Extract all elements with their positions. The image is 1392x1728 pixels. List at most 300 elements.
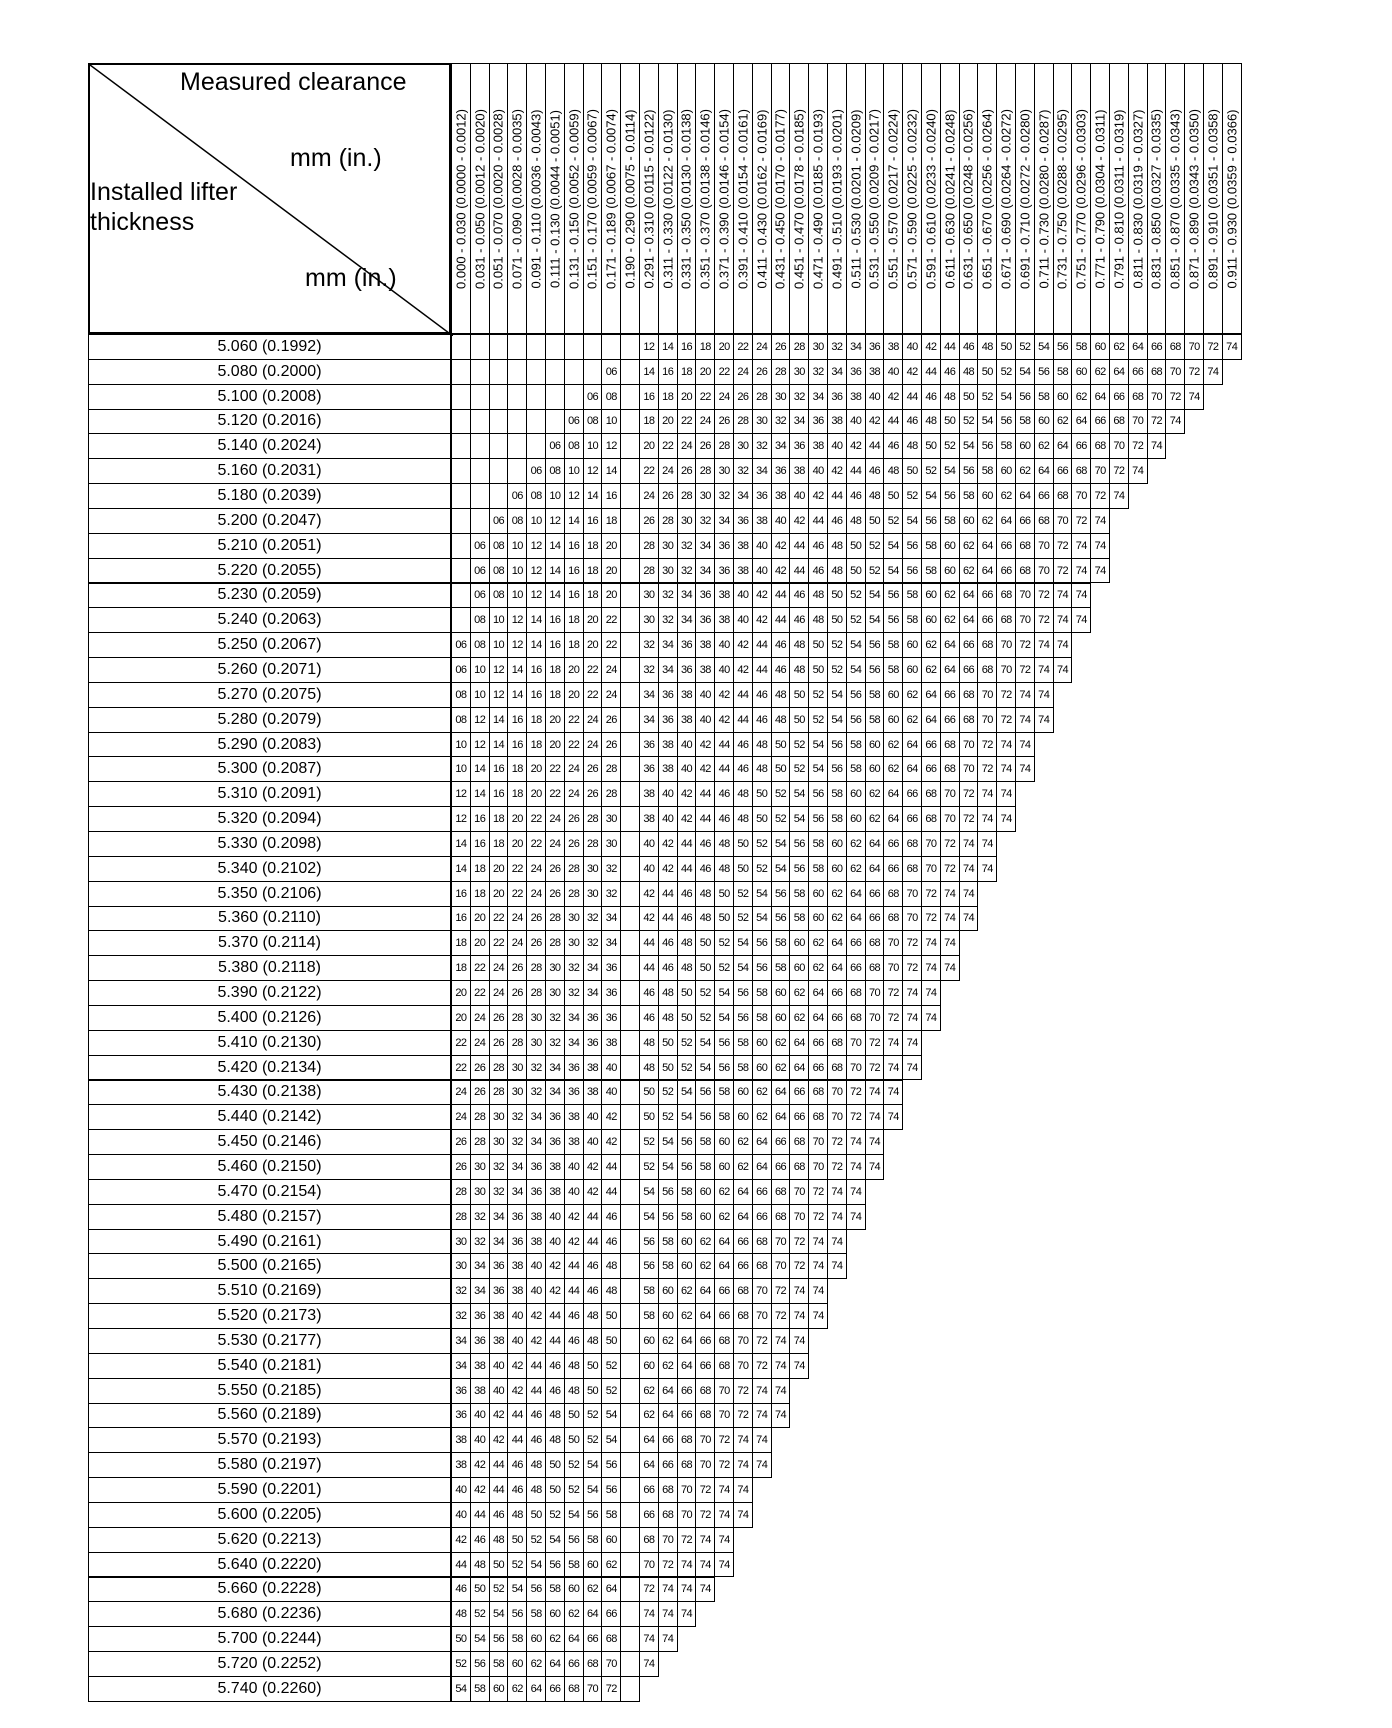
lifter-size-cell: 66 bbox=[1109, 384, 1129, 410]
lifter-size-cell: 44 bbox=[808, 508, 828, 534]
lifter-size-cell: 66 bbox=[827, 1005, 847, 1031]
lifter-size-cell: 64 bbox=[733, 1179, 753, 1205]
lifter-size-cell: 66 bbox=[658, 1427, 678, 1453]
lifter-size-cell: 28 bbox=[771, 359, 791, 385]
lifter-size-cell: 38 bbox=[470, 1378, 490, 1404]
lifter-size-cell: 62 bbox=[789, 980, 809, 1006]
lifter-size-cell: 50 bbox=[545, 1477, 565, 1503]
lifter-size-cell: 24 bbox=[489, 955, 509, 981]
lifter-size-cell bbox=[451, 558, 471, 584]
lifter-size-cell: 30 bbox=[507, 1055, 527, 1081]
lifter-size-cell bbox=[489, 334, 509, 360]
lifter-size-cell: 58 bbox=[808, 856, 828, 882]
lifter-size-cell: 60 bbox=[1034, 409, 1054, 435]
lifter-size-cell bbox=[620, 1427, 640, 1453]
lifter-size-cell: 56 bbox=[921, 508, 941, 534]
lifter-size-cell: 24 bbox=[526, 881, 546, 907]
lifter-size-cell: 38 bbox=[451, 1427, 471, 1453]
lifter-size-cell: 48 bbox=[808, 607, 828, 633]
lifter-size-cell: 68 bbox=[789, 1129, 809, 1155]
lifter-size-cell: 22 bbox=[601, 632, 621, 658]
lifter-size-cell: 68 bbox=[1034, 508, 1054, 534]
lifter-size-cell: 52 bbox=[677, 1055, 697, 1081]
clearance-column-header bbox=[827, 63, 847, 334]
lifter-size-cell: 54 bbox=[977, 409, 997, 435]
lifter-size-cell: 12 bbox=[526, 558, 546, 584]
lifter-thickness-label: 5.080 (0.2000) bbox=[88, 359, 451, 385]
lifter-size-cell bbox=[489, 458, 509, 484]
lifter-size-cell: 22 bbox=[583, 682, 603, 708]
clearance-range-text: 0.651 - 0.670 (0.0256 - 0.0264) bbox=[979, 108, 995, 289]
lifter-size-cell: 74 bbox=[789, 1278, 809, 1304]
lifter-size-cell: 34 bbox=[545, 1055, 565, 1081]
lifter-size-cell: 74 bbox=[733, 1502, 753, 1528]
lifter-size-cell: 66 bbox=[921, 732, 941, 758]
lifter-size-cell: 54 bbox=[1015, 359, 1035, 385]
lifter-size-cell: 38 bbox=[714, 607, 734, 633]
lifter-size-cell: 58 bbox=[846, 756, 866, 782]
lifter-size-cell: 48 bbox=[714, 831, 734, 857]
lifter-size-cell: 14 bbox=[545, 583, 565, 609]
lifter-size-cell bbox=[620, 1527, 640, 1553]
lifter-size-cell: 56 bbox=[601, 1452, 621, 1478]
lifter-size-cell: 34 bbox=[677, 607, 697, 633]
lifter-size-cell bbox=[620, 781, 640, 807]
lifter-thickness-label: 5.280 (0.2079) bbox=[88, 707, 451, 733]
lifter-size-cell: 60 bbox=[827, 831, 847, 857]
lifter-size-cell: 20 bbox=[677, 384, 697, 410]
lifter-size-cell: 72 bbox=[1165, 384, 1185, 410]
clearance-column-header bbox=[1109, 63, 1129, 334]
lifter-size-cell: 48 bbox=[827, 533, 847, 559]
lifter-size-cell: 50 bbox=[846, 533, 866, 559]
lifter-size-cell: 20 bbox=[714, 334, 734, 360]
lifter-size-cell: 10 bbox=[470, 657, 490, 683]
lifter-size-cell: 58 bbox=[940, 508, 960, 534]
lifter-size-cell bbox=[620, 1577, 640, 1603]
lifter-size-cell: 52 bbox=[564, 1452, 584, 1478]
lifter-size-cell: 06 bbox=[451, 657, 471, 683]
lifter-size-cell: 40 bbox=[752, 558, 772, 584]
lifter-size-cell: 20 bbox=[564, 682, 584, 708]
lifter-size-cell: 74 bbox=[846, 1154, 866, 1180]
lifter-size-cell: 58 bbox=[733, 1030, 753, 1056]
lifter-size-cell: 60 bbox=[507, 1651, 527, 1677]
lifter-size-cell: 38 bbox=[808, 433, 828, 459]
lifter-size-cell: 36 bbox=[733, 508, 753, 534]
lifter-size-cell: 62 bbox=[1034, 433, 1054, 459]
lifter-size-cell: 36 bbox=[507, 1204, 527, 1230]
lifter-size-cell: 46 bbox=[677, 906, 697, 932]
lifter-size-cell: 74 bbox=[902, 1005, 922, 1031]
lifter-size-cell: 32 bbox=[601, 881, 621, 907]
lifter-size-cell: 66 bbox=[733, 1253, 753, 1279]
lifter-size-cell: 54 bbox=[846, 657, 866, 683]
lifter-size-cell bbox=[489, 384, 509, 410]
lifter-size-cell: 12 bbox=[639, 334, 659, 360]
lifter-size-cell: 64 bbox=[883, 781, 903, 807]
lifter-size-cell: 38 bbox=[526, 1229, 546, 1255]
clearance-range-text: 0.411 - 0.430 (0.0162 - 0.0169) bbox=[754, 109, 770, 288]
lifter-size-cell: 12 bbox=[507, 632, 527, 658]
lifter-size-cell: 48 bbox=[507, 1502, 527, 1528]
lifter-size-cell: 70 bbox=[959, 732, 979, 758]
lifter-size-cell: 68 bbox=[846, 980, 866, 1006]
lifter-size-cell bbox=[620, 756, 640, 782]
lifter-size-cell: 70 bbox=[865, 1005, 885, 1031]
lifter-size-cell: 72 bbox=[677, 1527, 697, 1553]
lifter-size-cell bbox=[451, 458, 471, 484]
lifter-size-cell: 20 bbox=[583, 607, 603, 633]
lifter-size-cell: 50 bbox=[808, 632, 828, 658]
lifter-size-cell: 56 bbox=[695, 1104, 715, 1130]
clearance-column-header bbox=[1222, 63, 1242, 334]
lifter-size-cell: 62 bbox=[921, 657, 941, 683]
lifter-size-cell: 60 bbox=[771, 1005, 791, 1031]
lifter-size-cell: 24 bbox=[601, 682, 621, 708]
lifter-size-cell: 10 bbox=[470, 682, 490, 708]
lifter-size-cell: 72 bbox=[639, 1577, 659, 1603]
lifter-thickness-label: 5.740 (0.2260) bbox=[88, 1676, 451, 1702]
lifter-size-cell: 60 bbox=[752, 1055, 772, 1081]
lifter-size-cell: 16 bbox=[470, 831, 490, 857]
lifter-size-cell: 54 bbox=[752, 881, 772, 907]
lifter-size-cell: 50 bbox=[827, 583, 847, 609]
lifter-size-cell: 62 bbox=[1053, 409, 1073, 435]
lifter-size-cell: 38 bbox=[789, 458, 809, 484]
lifter-size-cell: 54 bbox=[789, 806, 809, 832]
lifter-size-cell: 10 bbox=[564, 458, 584, 484]
lifter-size-cell: 38 bbox=[470, 1353, 490, 1379]
lifter-size-cell: 34 bbox=[733, 483, 753, 509]
lifter-size-cell: 18 bbox=[507, 756, 527, 782]
lifter-size-cell: 28 bbox=[526, 980, 546, 1006]
lifter-thickness-label: 5.490 (0.2161) bbox=[88, 1229, 451, 1255]
lifter-size-cell: 56 bbox=[545, 1552, 565, 1578]
lifter-size-cell: 66 bbox=[902, 806, 922, 832]
lifter-size-cell: 72 bbox=[771, 1278, 791, 1304]
lifter-size-cell: 42 bbox=[677, 781, 697, 807]
lifter-size-cell: 74 bbox=[733, 1452, 753, 1478]
lifter-size-cell: 58 bbox=[658, 1229, 678, 1255]
lifter-size-cell: 36 bbox=[583, 1030, 603, 1056]
lifter-size-cell: 56 bbox=[1034, 359, 1054, 385]
lifter-size-cell: 58 bbox=[564, 1552, 584, 1578]
lifter-size-cell: 30 bbox=[752, 409, 772, 435]
lifter-size-cell: 50 bbox=[771, 732, 791, 758]
lifter-size-cell: 32 bbox=[526, 1055, 546, 1081]
lifter-size-cell: 14 bbox=[451, 856, 471, 882]
lifter-size-cell: 58 bbox=[789, 906, 809, 932]
lifter-size-cell: 58 bbox=[846, 732, 866, 758]
lifter-size-cell: 72 bbox=[1015, 632, 1035, 658]
lifter-size-cell: 38 bbox=[545, 1179, 565, 1205]
clearance-column-header bbox=[583, 63, 603, 334]
lifter-size-cell: 68 bbox=[940, 732, 960, 758]
lifter-size-cell: 74 bbox=[752, 1378, 772, 1404]
lifter-size-cell: 70 bbox=[1053, 508, 1073, 534]
lifter-size-cell: 62 bbox=[733, 1129, 753, 1155]
lifter-size-cell: 30 bbox=[733, 433, 753, 459]
lifter-size-cell: 16 bbox=[489, 756, 509, 782]
lifter-size-cell: 46 bbox=[677, 881, 697, 907]
lifter-size-cell bbox=[620, 1552, 640, 1578]
lifter-size-cell: 70 bbox=[846, 1030, 866, 1056]
lifter-size-cell: 24 bbox=[601, 657, 621, 683]
lifter-thickness-label: 5.500 (0.2165) bbox=[88, 1253, 451, 1279]
lifter-size-cell: 66 bbox=[639, 1477, 659, 1503]
lifter-size-cell: 72 bbox=[921, 881, 941, 907]
lifter-size-cell: 50 bbox=[752, 781, 772, 807]
lifter-size-cell: 66 bbox=[714, 1278, 734, 1304]
lifter-size-cell: 30 bbox=[714, 458, 734, 484]
lifter-size-cell: 48 bbox=[883, 458, 903, 484]
lifter-size-cell: 36 bbox=[827, 384, 847, 410]
lifter-size-cell: 68 bbox=[1015, 533, 1035, 559]
lifter-size-cell: 66 bbox=[1071, 433, 1091, 459]
lifter-size-cell bbox=[620, 1204, 640, 1230]
lifter-size-cell: 62 bbox=[977, 508, 997, 534]
clearance-column-header bbox=[1053, 63, 1073, 334]
lifter-size-cell: 14 bbox=[470, 781, 490, 807]
lifter-size-cell: 36 bbox=[677, 632, 697, 658]
lifter-size-cell: 44 bbox=[470, 1502, 490, 1528]
lifter-size-cell: 50 bbox=[583, 1353, 603, 1379]
lifter-size-cell: 44 bbox=[677, 856, 697, 882]
lifter-size-cell: 72 bbox=[1147, 409, 1167, 435]
lifter-size-cell: 50 bbox=[752, 806, 772, 832]
lifter-size-cell: 44 bbox=[601, 1179, 621, 1205]
lifter-size-cell: 38 bbox=[695, 632, 715, 658]
lifter-size-cell: 24 bbox=[564, 781, 584, 807]
lifter-size-cell bbox=[451, 433, 471, 459]
lifter-size-cell: 46 bbox=[771, 632, 791, 658]
lifter-size-cell: 56 bbox=[639, 1229, 659, 1255]
lifter-size-cell: 62 bbox=[771, 1030, 791, 1056]
lifter-size-cell: 58 bbox=[583, 1527, 603, 1553]
lifter-size-cell bbox=[601, 334, 621, 360]
lifter-size-cell: 66 bbox=[1053, 458, 1073, 484]
lifter-size-cell bbox=[620, 483, 640, 509]
lifter-size-cell: 70 bbox=[1071, 483, 1091, 509]
lifter-size-cell: 52 bbox=[564, 1477, 584, 1503]
lifter-size-cell: 62 bbox=[808, 955, 828, 981]
lifter-size-cell: 64 bbox=[639, 1427, 659, 1453]
lifter-size-cell: 36 bbox=[695, 583, 715, 609]
clearance-range-text: 0.051 - 0.070 (0.0020 - 0.0028) bbox=[490, 108, 506, 289]
lifter-size-cell: 54 bbox=[564, 1502, 584, 1528]
lifter-size-cell: 22 bbox=[714, 359, 734, 385]
lifter-size-cell: 36 bbox=[507, 1229, 527, 1255]
lifter-size-cell: 72 bbox=[827, 1129, 847, 1155]
lifter-size-cell: 68 bbox=[808, 1104, 828, 1130]
lifter-size-cell: 44 bbox=[921, 359, 941, 385]
lifter-size-cell: 44 bbox=[564, 1253, 584, 1279]
lifter-size-cell: 42 bbox=[733, 657, 753, 683]
lifter-size-cell bbox=[620, 334, 640, 360]
lifter-size-cell: 72 bbox=[1053, 533, 1073, 559]
lifter-thickness-label: 5.310 (0.2091) bbox=[88, 781, 451, 807]
lifter-size-cell: 60 bbox=[940, 558, 960, 584]
lifter-size-cell: 40 bbox=[545, 1229, 565, 1255]
lifter-size-cell: 32 bbox=[583, 906, 603, 932]
lifter-size-cell bbox=[620, 906, 640, 932]
lifter-size-cell: 50 bbox=[451, 1626, 471, 1652]
lifter-thickness-label: 5.330 (0.2098) bbox=[88, 831, 451, 857]
lifter-size-cell: 74 bbox=[827, 1229, 847, 1255]
lifter-size-cell: 52 bbox=[714, 930, 734, 956]
lifter-size-cell: 46 bbox=[733, 756, 753, 782]
lifter-size-cell: 46 bbox=[545, 1378, 565, 1404]
lifter-size-cell: 54 bbox=[545, 1527, 565, 1553]
lifter-size-cell: 60 bbox=[714, 1154, 734, 1180]
lifter-size-cell: 54 bbox=[714, 1005, 734, 1031]
lifter-thickness-label: 5.260 (0.2071) bbox=[88, 657, 451, 683]
table-corner-header bbox=[88, 63, 451, 334]
lifter-size-cell: 18 bbox=[451, 930, 471, 956]
lifter-size-cell: 26 bbox=[470, 1080, 490, 1106]
lifter-size-cell: 54 bbox=[996, 384, 1016, 410]
clearance-column-header bbox=[451, 63, 471, 334]
clearance-range-text: 0.611 - 0.630 (0.0241 - 0.0248) bbox=[942, 109, 958, 288]
lifter-size-cell: 72 bbox=[695, 1502, 715, 1528]
lifter-size-cell: 72 bbox=[714, 1427, 734, 1453]
lifter-size-cell: 74 bbox=[752, 1427, 772, 1453]
lifter-size-cell: 48 bbox=[921, 409, 941, 435]
lifter-size-cell: 18 bbox=[695, 334, 715, 360]
lifter-size-cell: 52 bbox=[695, 1005, 715, 1031]
lifter-size-cell: 40 bbox=[470, 1403, 490, 1429]
lifter-size-cell: 42 bbox=[658, 831, 678, 857]
lifter-size-cell: 08 bbox=[489, 583, 509, 609]
clearance-column-header bbox=[1090, 63, 1110, 334]
lifter-thickness-label: 5.680 (0.2236) bbox=[88, 1601, 451, 1627]
lifter-size-cell: 54 bbox=[1034, 334, 1054, 360]
lifter-size-cell bbox=[620, 1080, 640, 1106]
lifter-size-cell bbox=[620, 1477, 640, 1503]
lifter-size-cell: 54 bbox=[583, 1452, 603, 1478]
lifter-size-cell: 70 bbox=[639, 1552, 659, 1578]
clearance-range-text: 0.331 - 0.350 (0.0130 - 0.0138) bbox=[678, 108, 694, 289]
lifter-size-cell: 52 bbox=[658, 1080, 678, 1106]
lifter-size-cell: 68 bbox=[733, 1278, 753, 1304]
lifter-size-cell: 22 bbox=[545, 781, 565, 807]
lifter-size-cell: 58 bbox=[789, 881, 809, 907]
lifter-size-cell: 66 bbox=[677, 1403, 697, 1429]
lifter-size-cell bbox=[489, 409, 509, 435]
lifter-size-cell: 56 bbox=[940, 483, 960, 509]
lifter-size-cell: 54 bbox=[601, 1427, 621, 1453]
lifter-size-cell: 54 bbox=[470, 1626, 490, 1652]
lifter-size-cell: 36 bbox=[583, 1005, 603, 1031]
lifter-size-cell: 68 bbox=[789, 1154, 809, 1180]
lifter-size-cell: 46 bbox=[733, 732, 753, 758]
lifter-size-cell: 42 bbox=[526, 1328, 546, 1354]
lifter-size-cell bbox=[620, 558, 640, 584]
lifter-size-cell: 66 bbox=[977, 607, 997, 633]
lifter-size-cell: 38 bbox=[451, 1452, 471, 1478]
lifter-size-cell: 56 bbox=[996, 409, 1016, 435]
lifter-size-cell: 36 bbox=[808, 409, 828, 435]
lifter-size-cell: 48 bbox=[677, 955, 697, 981]
lifter-size-cell: 46 bbox=[808, 558, 828, 584]
lifter-size-cell bbox=[564, 359, 584, 385]
lifter-size-cell: 68 bbox=[658, 1502, 678, 1528]
lifter-size-cell: 32 bbox=[827, 334, 847, 360]
lifter-size-cell: 74 bbox=[1222, 334, 1242, 360]
lifter-size-cell: 40 bbox=[564, 1154, 584, 1180]
lifter-size-cell: 60 bbox=[545, 1601, 565, 1627]
lifter-size-cell: 38 bbox=[658, 756, 678, 782]
lifter-size-cell: 74 bbox=[639, 1626, 659, 1652]
lifter-size-cell: 40 bbox=[771, 508, 791, 534]
lifter-size-cell: 12 bbox=[489, 657, 509, 683]
lifter-size-cell: 72 bbox=[1203, 334, 1223, 360]
lifter-size-cell: 62 bbox=[677, 1278, 697, 1304]
lifter-size-cell: 60 bbox=[639, 1353, 659, 1379]
lifter-size-cell: 70 bbox=[808, 1154, 828, 1180]
lifter-thickness-label: 5.320 (0.2094) bbox=[88, 806, 451, 832]
lifter-size-cell: 48 bbox=[583, 1303, 603, 1329]
lifter-size-cell bbox=[451, 533, 471, 559]
lifter-size-cell: 30 bbox=[601, 806, 621, 832]
lifter-size-cell: 72 bbox=[959, 781, 979, 807]
lifter-size-cell: 64 bbox=[846, 881, 866, 907]
lifter-size-cell: 56 bbox=[883, 583, 903, 609]
lifter-size-cell: 66 bbox=[677, 1378, 697, 1404]
lifter-size-cell bbox=[583, 334, 603, 360]
lifter-thickness-label: 5.370 (0.2114) bbox=[88, 930, 451, 956]
lifter-size-cell: 66 bbox=[959, 657, 979, 683]
lifter-size-cell: 60 bbox=[883, 707, 903, 733]
lifter-size-cell: 52 bbox=[714, 955, 734, 981]
lifter-thickness-label: 5.350 (0.2106) bbox=[88, 881, 451, 907]
lifter-size-cell: 32 bbox=[771, 409, 791, 435]
lifter-size-cell: 66 bbox=[545, 1676, 565, 1702]
lifter-size-cell: 32 bbox=[714, 483, 734, 509]
lifter-size-cell: 34 bbox=[677, 583, 697, 609]
lifter-size-cell: 34 bbox=[714, 508, 734, 534]
lifter-size-cell: 10 bbox=[489, 632, 509, 658]
lifter-size-cell: 74 bbox=[733, 1427, 753, 1453]
lifter-size-cell: 20 bbox=[507, 831, 527, 857]
lifter-size-cell: 20 bbox=[489, 881, 509, 907]
lifter-size-cell: 44 bbox=[658, 906, 678, 932]
clearance-range-text: 0.531 - 0.550 (0.0209 - 0.0217) bbox=[866, 108, 882, 289]
lifter-size-cell: 42 bbox=[639, 881, 659, 907]
lifter-size-cell: 34 bbox=[526, 1129, 546, 1155]
lifter-size-cell: 50 bbox=[902, 458, 922, 484]
lifter-size-cell: 48 bbox=[677, 930, 697, 956]
lifter-size-cell: 50 bbox=[921, 433, 941, 459]
lifter-size-cell bbox=[470, 433, 490, 459]
lifter-size-cell bbox=[451, 607, 471, 633]
lifter-size-cell: 08 bbox=[470, 607, 490, 633]
lifter-thickness-label: 5.540 (0.2181) bbox=[88, 1353, 451, 1379]
lifter-size-cell: 70 bbox=[827, 1080, 847, 1106]
lifter-size-cell: 48 bbox=[583, 1328, 603, 1354]
lifter-size-cell: 66 bbox=[1090, 409, 1110, 435]
lifter-size-cell: 70 bbox=[827, 1104, 847, 1130]
lifter-size-cell: 24 bbox=[545, 806, 565, 832]
lifter-size-cell: 74 bbox=[940, 881, 960, 907]
lifter-size-cell: 20 bbox=[451, 980, 471, 1006]
lifter-size-cell: 60 bbox=[1053, 384, 1073, 410]
lifter-size-cell: 66 bbox=[865, 881, 885, 907]
lifter-thickness-label: 5.250 (0.2067) bbox=[88, 632, 451, 658]
lifter-size-cell: 54 bbox=[827, 707, 847, 733]
lifter-size-cell: 62 bbox=[865, 806, 885, 832]
